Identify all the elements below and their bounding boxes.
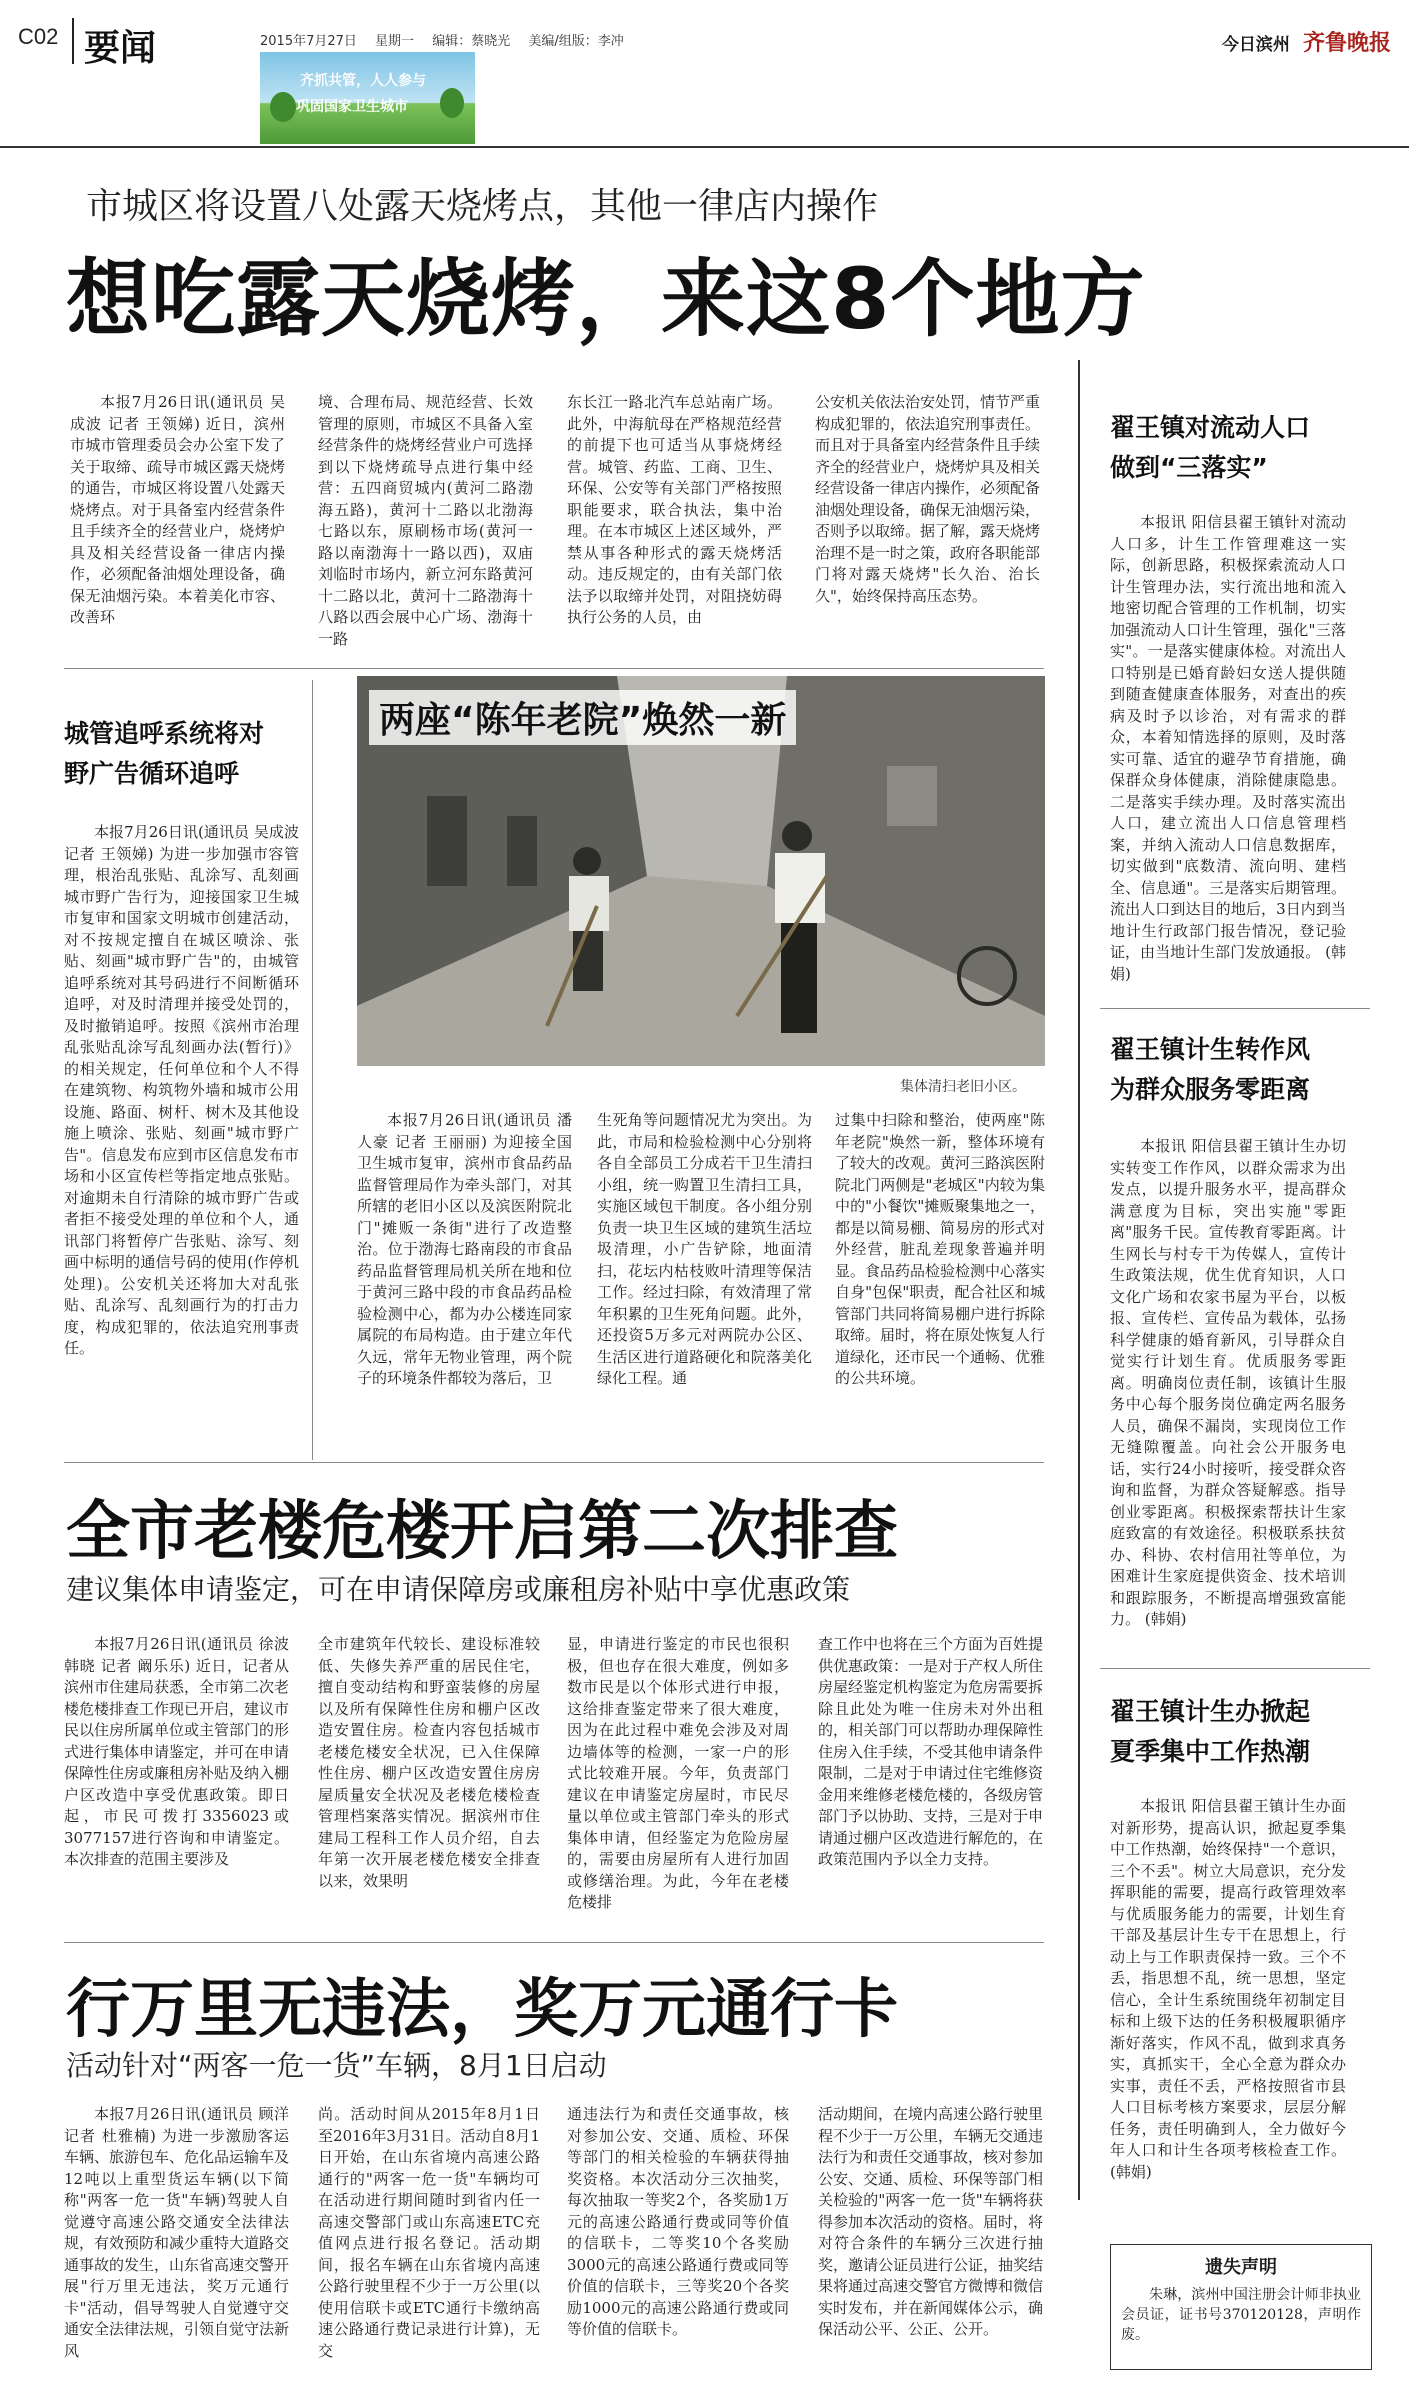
page-number: C02 xyxy=(18,24,59,49)
article5-col4: 活动期间，在境内高速公路行驶里程不少于一万公里，车辆无交通违法行为和责任交通事故，核对参加公安、交通、质检、环保等部门相关检验的"两客一危一货"车辆将获得参加本次活动的资格。届时，将对符合条件的车辆分三次进行抽奖，邀请公证员进行公证，抽奖结果将通过高速交警官方微博和微信实时发布，并在新闻媒体公示，确保活动公平、公正、公开。 xyxy=(818,2105,1043,2338)
designer-credit: 美编/组版：李冲 xyxy=(528,34,624,49)
worker-left-head xyxy=(573,847,601,875)
window xyxy=(887,766,937,826)
article4-col3: 显，申请进行鉴定的市民也很积极，但也存在很大难度，例如多数市民是以个体形式进行申报，这给排查鉴定带来了很大难度，因为在此过程中难免会涉及对周边墙体等的检测，一家一户的形式比较难开展。今年，负责部门建议在申请鉴定房屋时，市民尽量以单位或主管部门牵头的形式集体申请，但经鉴定为危险房屋的，需要由房屋所有人进行加固或修缮治理。为此，今年在老楼危楼排 xyxy=(567,1635,789,1911)
sidebar-story1-body: 本报讯 阳信县翟王镇针对流动人口多，计生工作管理难这一实际，创新思路，积极探索流动人口计生管理办法，实行流出地和流入地密切配合管理的工作机制，切实加强流动人口计生管理，强化"三落实"。一是落实健康体检。对流出人口特别是已婚育龄妇女送人提供随到随查健康查体服务，对查出的疾病及时予以诊治，对有需求的群众，本着知情选择的原则，及时落实可靠、适宜的避孕节育措施，确保群众身体健康，消除健康隐患。二是落实手续办理。及时落实流出人口，建立流出人口信息管理档案，并纳入流动人口信息数据库，切实做到"底数清、流向明、建档全、信息通"。三是落实后期管理。流出人口到达目的地后，3日内到当地计生行政部门报告情况，登记验证，由当地计生部门发放通报。 (韩娟) xyxy=(1110,513,1346,983)
hygiene-banner xyxy=(260,52,475,144)
sidebar-rule-1 xyxy=(1100,1008,1370,1009)
sidebar-story2-title-line1: 翟王镇计生转作风 xyxy=(1110,1035,1311,1064)
paper-name xyxy=(1222,26,1391,57)
sidebar-story3-body: 本报讯 阳信县翟王镇计生办面对新形势，提高认识，掀起夏季集中工作热潮，始终保持"一个意识，三个不丢"。树立大局意识，充分发挥职能的需要，提高行政管理效率与优质服务能力的需要，计划生育干部及基层计生专干在思想上，行动上与工作职责保持一致。三个不丢，指思想不乱，统一思想，坚定信心，全计生系统围绕年初制定目标和上级下达的任务积极履职循序渐好落实，作风不乱，做到求真务实，真抓实干，全心全意为群众办实事，责任不丢，严格按照省市县人口目标考核方案要求，层层分解任务，责任明确到人，全力做好今年人口和计生各项考核检查工作。 (韩娟) xyxy=(1110,1797,1346,2181)
section-name: 要闻 xyxy=(84,28,157,69)
worker-right-head xyxy=(782,821,812,851)
worker-left-legs xyxy=(573,931,603,991)
article3-bottom-rule xyxy=(64,1462,1044,1463)
banner-line2: 巩固国家卫生城市 xyxy=(296,99,408,115)
article4-col4: 查工作中也将在三个方面为百姓提供优惠政策：一是对于产权人所住房屋经鉴定机构鉴定为危房需要拆除且此处为唯一住房未对外出租的，相关部门可以帮助办理保障性住房入住手续，不受其他申请条件限制，二是对于申请过住宅维修资金用来维修老楼危楼的，各级房管部门予以协助、支持，三是对于申请通过棚户区改造进行解危的，在政策范围内予以全力支持。 xyxy=(818,1635,1043,1868)
article3-col1: 本报7月26日讯(通讯员 潘人豪 记者 王丽丽) 为迎接全国卫生城市复审，滨州市食品药品监督管理局作为牵头部门，对其所辖的老旧小区以及滨医附院北门"摊贩一条街"进行了改造整治。位于渤海七路南段的市食品药品监督管理局机关所在地和位于黄河三路中段的市食品药品检验检测中心，都为办公楼连同家属院的布局构造。由于建立年代久远，常年无物业管理，两个院子的环境条件都较为落后，卫 xyxy=(357,1111,572,1387)
editor-credit: 编辑：蔡晓光 xyxy=(432,34,511,49)
article1-title: 想吃露天烧烤，来这8个地方 xyxy=(66,250,1146,348)
masthead-rule xyxy=(0,146,1409,148)
banner-tree-icon xyxy=(270,92,296,122)
article1-col4: 公安机关依法治安处罚，情节严重构成犯罪的，依法追究刑事责任。而且对于具备室内经营条件且手续齐全的经营业户，烧烤炉具及相关经营设备一律店内操作，必须配备油烟处理设备，确保无油烟污染，否则予以取缔。据了解，露天烧烤治理不是一时之策，政府各职能部门将对露天烧烤"长久治、治长久"，始终保持高压态势。 xyxy=(815,393,1040,605)
masthead xyxy=(0,0,1409,150)
lost-notice-body: 朱琳，滨州中国注册会计师非执业会员证，证书号370120128，声明作废。 xyxy=(1121,2287,1361,2343)
paper-name-text: 今日滨州 xyxy=(1221,35,1290,55)
article1-col3: 东长江一路北汽车总站南广场。此外，中海航母在严格规范经营的前提下也可适当从事烧烤经营。城管、药监、工商、卫生、环保、公安等有关部门严格按照职能要求，联合执法，集中治理。在本市城区上述区域外，严禁从事各种形式的露天烧烤活动。违反规定的，由有关部门依法予以取缔并处罚，对阻挠妨碍执行公务的人员，由 xyxy=(567,393,782,626)
sidebar-story3-title-line2: 夏季集中工作热潮 xyxy=(1110,1737,1311,1766)
sidebar-rule-2 xyxy=(1100,1668,1370,1669)
masthead-info-row xyxy=(260,30,624,49)
article5-subtitle: 活动针对“两客一危一货”车辆，8月1日启动 xyxy=(66,2049,607,2082)
article3-col3: 过集中扫除和整治，使两座"陈年老院"焕然一新，整体环境有了较大的改观。黄河三路滨医附院北门两侧是"老城区"内较为集中的"小餐饮"摊贩聚集地之一，都是以简易棚、简易房的形式对外经营，脏乱差现象普遍并明显。食品药品检验检测中心落实自身"包保"职责，配合社区和城管部门共同将简易棚户进行拆除取缔。届时，将在原处恢复人行道绿化，还市民一个通畅、优雅的公共环境。 xyxy=(835,1111,1045,1387)
article1-subtitle: 市城区将设置八处露天烧烤点，其他一律店内操作 xyxy=(86,186,879,227)
article4-title: 全市老楼危楼开启第二次排查 xyxy=(66,1495,898,1569)
article2-title-line1: 城管追呼系统将对 xyxy=(64,719,265,748)
article5-col3: 通违法行为和责任交通事故，核对参加公安、交通、质检、环保等部门的相关检验的车辆获得抽奖资格。本次活动分三次抽奖，每次抽取一等奖2个，各奖励1万元的高速公路通行费或同等价值的信联卡，二等奖10个各奖励3000元的高速公路通行费或同等价值的信联卡，三等奖20个各奖励1000元的高速公路通行费或同等价值的信联卡。 xyxy=(567,2105,789,2338)
article5-col2: 尚。活动时间从2015年8月1日至2016年3月31日。活动自8月1日开始，在山东省境内高速公路通行的"两客一危一货"车辆均可在活动进行期间随时到省内任一高速交警部门或山东高速ETC充值网点进行报名登记。活动期间，报名车辆在山东省境内高速公路行驶里程不少于一万公里(以使用信联卡或ETC通行卡缴纳高速公路通行费记录进行计算)，无交 xyxy=(318,2105,540,2360)
sidebar-story2-title xyxy=(1110,1030,1370,1110)
article4-col2: 全市建筑年代较长、建设标准较低、失修失养严重的居民住宅，擅自变动结构和野蛮装修的房屋以及所有保障性住房和棚户区改造安置住房。检查内容包括城市老楼危楼安全状况，已入住保障性住房、棚户区改造安置住房房屋质量安全状况及老楼危楼检查管理档案落实情况。据滨州市住建局工程科工作人员介绍，自去年第一次开展老楼危楼安全排查以来，效果明 xyxy=(318,1635,540,1890)
news-photo xyxy=(357,676,1045,1066)
article4-col1: 本报7月26日讯(通讯员 徐波 韩晓 记者 阚乐乐) 近日，记者从滨州市住建局获悉，全市第二次老楼危楼排查工作现已开启，建议市民以住房所属单位或主管部门的形式进行集体申请鉴定，并可在申请保障性住房或廉租房补贴及纳入棚户区改造中享受优惠政策。即日起，市民可拨打3356023或3077157进行咨询和申请鉴定。本次排查的范围主要涉及 xyxy=(64,1635,289,1868)
weekday: 星期一 xyxy=(375,34,415,49)
lost-notice-box xyxy=(1110,2244,1372,2370)
photo-caption: 集体清扫老旧小区。 xyxy=(900,1079,1026,1095)
sidebar-story1-title-line1: 翟王镇对流动人口 xyxy=(1110,413,1311,442)
banner-tree-icon xyxy=(440,88,464,118)
article2-title-line2: 野广告循环追呼 xyxy=(64,759,240,788)
article2-side-rule xyxy=(312,680,313,1460)
article1-col2: 境、合理布局、规范经营、长效管理的原则，市城区不具备入室经营条件的烧烤经营业户可选择到以下烧烤疏导点进行集中经营：五四商贸城内(黄河二路渤海五路)，黄河十二路以北渤海七路以东，原刷杨市场(黄河一路以南渤海十一路以西)，双庙刘临时市场内，新立河东路黄河十二路以北，黄河十二路渤海十八路以西会展中心广场、渤海十一路 xyxy=(318,393,533,648)
article4-subtitle: 建议集体申请鉴定，可在申请保障房或廉租房补贴中享优惠政策 xyxy=(66,1573,851,1606)
lost-notice-title: 遗失声明 xyxy=(1205,2257,1277,2278)
article1-bottom-rule xyxy=(64,668,1044,669)
photo-headline: 两座“陈年老院”焕然一新 xyxy=(369,690,796,745)
section-divider xyxy=(72,18,74,64)
door xyxy=(507,816,537,886)
sidebar-divider xyxy=(1078,360,1080,2200)
article2-title xyxy=(64,714,304,794)
sidebar-story2-body: 本报讯 阳信县翟王镇计生办切实转变工作作风，以群众需求为出发点，以提升服务水平，提高群众满意度为目标，突出实施"零距离"服务千民。宣传教育零距离。计生网长与村专干为传媒人，宣传计生政策法规，优生优育知识，人口文化广场和农家书屋为平台，以板报、宣传栏、宣传品为载体，弘扬科学健康的婚育新风，引导群众自觉实行计划生育。优质服务零距离。明确岗位责任制，该镇计生服务中心每个服务岗位确定两名服务人员，确保不漏岗，实现岗位工作无缝隙覆盖。向社会公开服务电话，实行24小时接听，接受群众咨询和监督，为群众答疑解惑。指导创业零距离。积极探索帮扶计生家庭致富的有效途径。积极联系扶贫办、科协、农村信用社等单位，为困难计生家庭提供资金、技术培训和跟踪服务，不断提高增强致富能力。 (韩娟) xyxy=(1110,1137,1346,1628)
sidebar-story3-title xyxy=(1110,1692,1370,1772)
sidebar-story2-title-line2: 为群众服务零距离 xyxy=(1110,1075,1311,1104)
date: 2015年7月27日 xyxy=(260,34,357,49)
sidebar-story3-title-line1: 翟王镇计生办掀起 xyxy=(1110,1697,1311,1726)
article5-col1: 本报7月26日讯(通讯员 顾洋 记者 杜雅楠) 为进一步激励客运车辆、旅游包车、危化品运输车及12吨以上重型货运车辆(以下简称"两客一危一货"车辆)驾驶人自觉遵守高速公路交通安全法律法规，有效预防和减少重特大道路交通事故的发生，山东省高速交警开展"行万里无违法，奖万元通行卡"活动，倡导驾驶人自觉遵守交通安全法律法规，引领自觉守法新风 xyxy=(64,2105,289,2360)
paper-logo: 齐鲁晚报 xyxy=(1302,30,1391,56)
door xyxy=(427,796,467,886)
article2-body: 本报7月26日讯(通讯员 吴成波 记者 王领娣) 为进一步加强市容管理，根治乱张贴、乱涂写、乱刻画城市野广告行为，迎接国家卫生城市复审和国家文明城市创建活动，对不按规定擅自在城区喷涂、张贴、刻画"城市野广告"的，由城管追呼系统对其号码进行不间断循环追呼，对及时清理并接受处罚的，及时撤销追呼。按照《滨州市治理乱张贴乱涂写乱刻画办法(暂行)》的相关规定，任何单位和个人不得在建筑物、构筑物外墙和城市公用设施、路面、树杆、树木及其他设施上喷涂、张贴、刻画"城市野广告"。信息发布应到市区信息发布市场和小区宣传栏等指定地点张贴。对逾期未自行清除的城市野广告或者拒不接受处理的单位和个人，通讯部门将暂停广告张贴、涂写、刻画中标明的通信号码的使用(作停机处理)。公安机关还将加大对乱张贴、乱涂写、乱刻画行为的打击力度，构成犯罪的，依法追究刑事责任。 xyxy=(64,823,299,1357)
article1-col1: 本报7月26日讯(通讯员 吴成波 记者 王领娣) 近日，滨州市城市管理委员会办公室下发了关于取缔、疏导市城区露天烧烤的通告，市城区将设置八处露天烧烤点。对于具备室内经营条件且手续齐全的经营业户，烧烤炉具及相关经营设备一律店内操作，必须配备油烟处理设备，确保无油烟污染。本着美化市容、改善环 xyxy=(70,393,285,626)
sidebar-story1-title xyxy=(1110,408,1370,488)
sidebar-story1-title-line2: 做到“三落实” xyxy=(1110,453,1268,482)
article4-bottom-rule xyxy=(64,1942,1044,1943)
article3-col2: 生死角等问题情况尤为突出。为此，市局和检验检测中心分别将各自全部员工分成若干卫生清扫小组，统一购置卫生清扫工具，实施区域包干制度。各小组分别负责一块卫生区域的建筑生活垃圾清理，小广告铲除，地面清扫，花坛内枯枝败叶清理等保洁工作。经过扫除，有效清理了常年积累的卫生死角问题。此外，还投资5万多元对两院办公区、生活区进行道路硬化和院落美化绿化工程。通 xyxy=(597,1111,812,1387)
banner-line1: 齐抓共管，人人参与 xyxy=(300,73,426,89)
article5-title: 行万里无违法，奖万元通行卡 xyxy=(66,1973,898,2047)
